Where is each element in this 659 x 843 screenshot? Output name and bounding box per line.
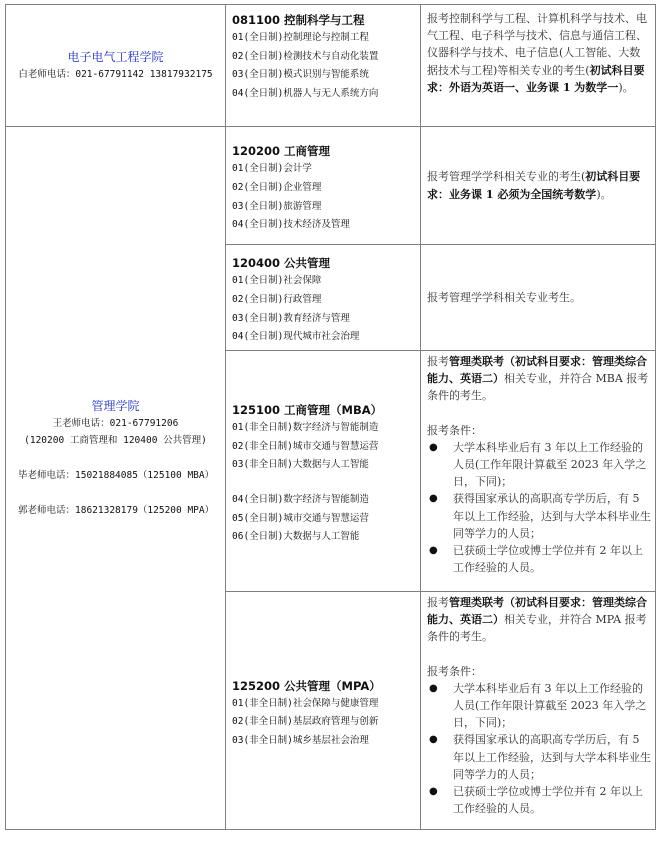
major-direction: 02(非全日制)基层政府管理与创新 bbox=[232, 716, 379, 728]
school-name: 管理学院 bbox=[91, 399, 140, 413]
requirement-text: 相关专业，并符合 MBA 报考条件的考生。 bbox=[427, 372, 649, 403]
major-cell bbox=[226, 351, 421, 592]
major-direction: 03(非全日制)城乡基层社会治理 bbox=[232, 734, 369, 746]
major-direction: 06(全日制)大数据与人工智能 bbox=[232, 531, 360, 543]
school-name: 电子电气工程学院 bbox=[67, 50, 164, 64]
bullet-icon: ● bbox=[429, 734, 438, 746]
requirement-end: )。 bbox=[618, 80, 634, 94]
bullet-icon: ● bbox=[429, 682, 438, 694]
major-direction: 02(非全日制)城市交通与智慧运营 bbox=[232, 440, 379, 452]
condition-item: ● 获得国家承认的高职高专学历后，有 5 年以上工作经验，达到与大学本科毕业生同等学力的人员； bbox=[429, 733, 651, 781]
requirement-bold: 初试科目要求：外语为英语一、业务课 1 为数学一 bbox=[427, 63, 645, 94]
requirement-text: 报考 bbox=[427, 596, 449, 609]
condition-item: ● 大学本科毕业后有 3 年以上工作经验的人员(工作年限计算截至 2023 年入学之日，下同)； bbox=[429, 681, 647, 730]
major-title: 125100 工商管理（MBA） bbox=[232, 403, 383, 418]
condition-item: ● 获得国家承认的高职高专学历后，有 5 年以上工作经验，达到与大学本科毕业生同等学力的人员； bbox=[429, 492, 651, 540]
major-direction: 03(全日制)旅游管理 bbox=[232, 200, 322, 212]
condition-item: ● 大学本科毕业后有 3 年以上工作经验的人员(工作年限计算截至 2023 年入学之日，下同)； bbox=[429, 440, 647, 489]
admissions-table bbox=[5, 4, 656, 830]
table-row bbox=[6, 127, 656, 245]
major-direction: 01(非全日制)数字经济与智能制造 bbox=[232, 422, 379, 434]
requirement-end: )。 bbox=[596, 187, 612, 201]
requirement-cell bbox=[421, 5, 656, 127]
major-direction: 03(非全日制)大数据与人工智能 bbox=[232, 459, 369, 471]
requirement-cell bbox=[421, 351, 656, 592]
requirement-text: 报考管理学学科相关专业的考生( bbox=[427, 170, 586, 184]
condition-item: ● 已获硕士学位或博士学位并有 2 年以上工作经验的人员。 bbox=[429, 785, 643, 816]
bullet-icon: ● bbox=[429, 493, 438, 505]
major-direction: 05(全日制)城市交通与智慧运营 bbox=[232, 512, 369, 524]
school-contact: 白老师电话：021-67791142 13817932175 bbox=[18, 69, 213, 80]
major-cell bbox=[226, 592, 421, 830]
major-title: 120200 工商管理 bbox=[232, 144, 331, 159]
major-direction: 02(全日制)企业管理 bbox=[232, 181, 322, 193]
school-contact: 毕老师电话：15021884085（125100 MBA） bbox=[18, 470, 215, 481]
major-direction: 01(全日制)会计学 bbox=[232, 163, 312, 175]
requirement-text: 报考控制科学与工程、计算机科学与技术、电气工程、电子科学与技术、信息与通信工程、仪器科学与技术、电子信息(人工智能、大数据技术与工程)等相关专业的考生( bbox=[427, 12, 647, 77]
major-direction: 02(全日制)检测技术与自动化装置 bbox=[232, 50, 379, 62]
major-direction: 01(全日制)社会保障 bbox=[232, 275, 322, 287]
major-direction: 03(全日制)教育经济与管理 bbox=[232, 312, 350, 324]
major-direction: 04(全日制)技术经济及管理 bbox=[232, 219, 350, 231]
school-contact: 郭老师电话：18621328179（125200 MPA） bbox=[18, 505, 215, 516]
requirement-cell bbox=[421, 127, 656, 245]
requirement-bold: 管理类联考（初试科目要求：管理类综合能力、英语二） bbox=[427, 355, 647, 386]
major-cell bbox=[226, 5, 421, 127]
major-direction: 01(全日制)控制理论与控制工程 bbox=[232, 32, 369, 43]
major-title: 081100 控制科学与工程 bbox=[232, 13, 365, 27]
school-cell bbox=[6, 127, 226, 830]
bullet-icon: ● bbox=[429, 786, 438, 798]
requirement-text: 报考管理学学科相关专业考生。 bbox=[427, 290, 581, 304]
requirement-bold: 管理类联考（初试科目要求：管理类综合能力、英语二） bbox=[427, 596, 647, 627]
major-title: 125200 公共管理（MPA） bbox=[232, 678, 381, 693]
requirement-bold: 初试科目要求：业务课 1 必须为全国统考数学 bbox=[427, 170, 641, 201]
requirement-cell bbox=[421, 592, 656, 830]
major-direction: 04(全日制)机器人与无人系统方向 bbox=[232, 87, 379, 99]
major-direction: 04(全日制)数字经济与智能制造 bbox=[232, 494, 369, 505]
major-cell bbox=[226, 127, 421, 245]
conditions-label: 报考条件： bbox=[427, 664, 482, 678]
major-direction: 01(非全日制)社会保障与健康管理 bbox=[232, 697, 379, 709]
requirement-cell bbox=[421, 245, 656, 351]
major-cell bbox=[226, 245, 421, 351]
bullet-icon: ● bbox=[429, 545, 438, 557]
school-contact: 王老师电话：021-67791206 bbox=[52, 418, 179, 429]
school-cell bbox=[6, 5, 226, 127]
condition-item: ● 已获硕士学位或博士学位并有 2 年以上工作经验的人员。 bbox=[429, 544, 643, 575]
major-title: 120400 公共管理 bbox=[232, 256, 331, 271]
major-direction: 03(全日制)模式识别与智能系统 bbox=[232, 69, 369, 81]
conditions-label: 报考条件： bbox=[427, 423, 482, 437]
requirement-text: 报考 bbox=[427, 355, 449, 368]
major-direction: 02(全日制)行政管理 bbox=[232, 293, 322, 305]
major-direction: 04(全日制)现代城市社会治理 bbox=[232, 331, 360, 343]
bullet-icon: ● bbox=[429, 441, 438, 453]
requirement-text: 相关专业，并符合 MPA 报考条件的考生。 bbox=[427, 613, 647, 644]
table-row bbox=[6, 5, 656, 127]
school-contact-note: (120200 工商管理和 120400 公共管理) bbox=[24, 435, 207, 446]
